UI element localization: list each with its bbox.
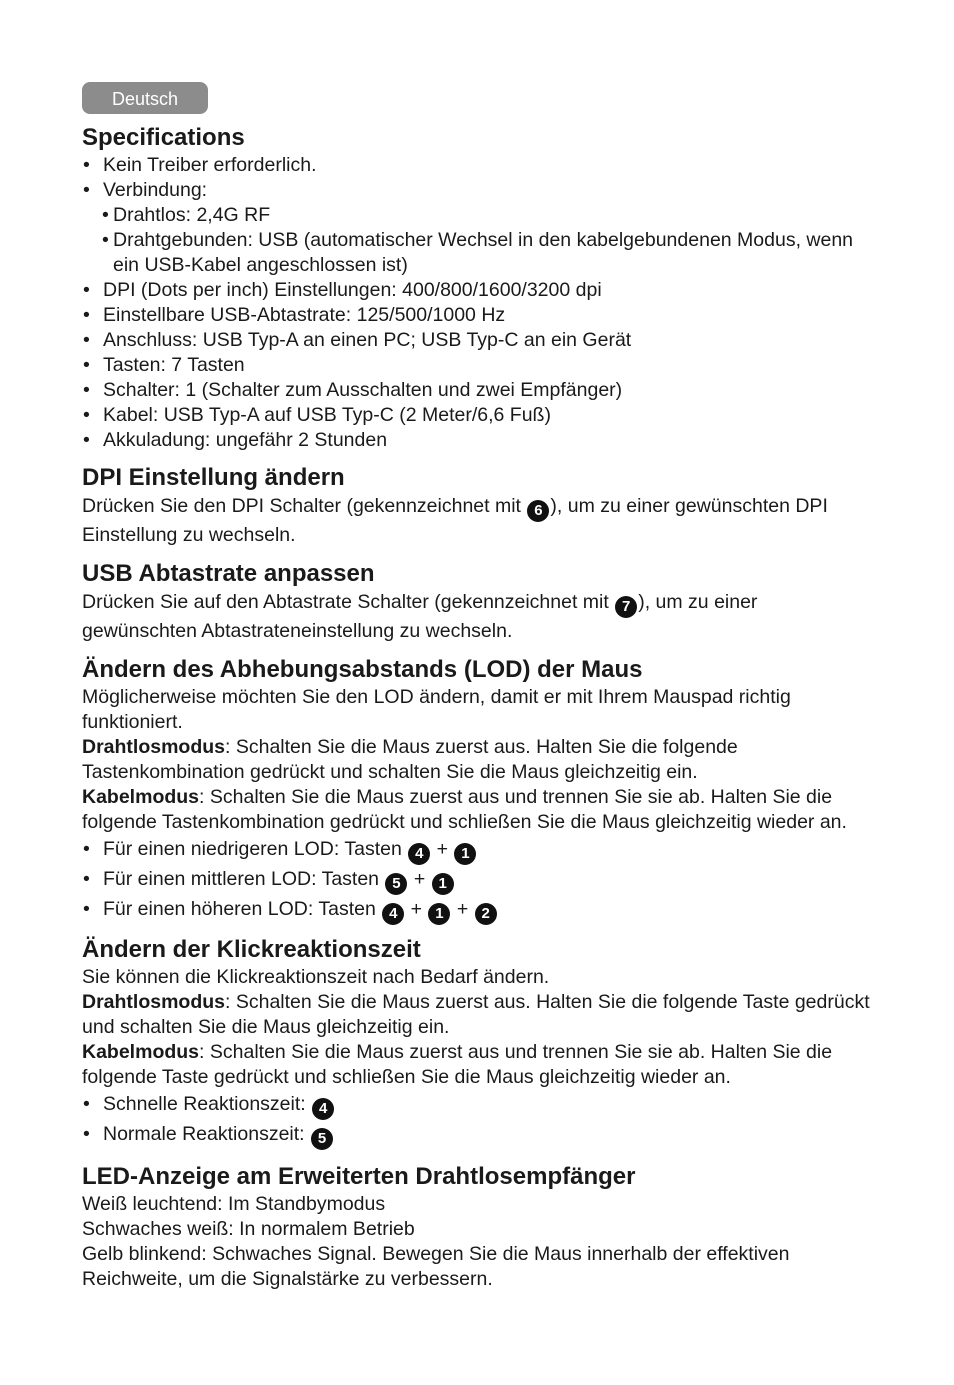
button-4-marker-icon: 4 (312, 1098, 334, 1120)
dpi-text: Drücken Sie den DPI Schalter (gekennzeichnet mit 6 ), um zu einer gewünschten DPI Einstellung zu wechseln. (82, 495, 828, 546)
spec-item: • Kabel: USB Typ-A auf USB Typ-C (2 Meter/6,6 Fuß) (83, 404, 551, 426)
dpi-heading: DPI Einstellung ändern (82, 464, 345, 491)
specifications-heading: Specifications (82, 124, 245, 151)
lod-option: • Für einen mittleren LOD: Tasten 5 + 1 (82, 865, 872, 895)
spec-item: • Akkuladung: ungefähr 2 Stunden (83, 429, 388, 451)
spec-item: • Anschluss: USB Typ-A an einen PC; USB Typ-C an ein Gerät (83, 329, 632, 351)
click-intro: Sie können die Klickreaktionszeit nach Bedarf ändern. (82, 966, 550, 988)
spec-item: • Kein Treiber erforderlich. (83, 154, 317, 176)
click-option: • Normale Reaktionszeit: 5 (82, 1120, 872, 1150)
click-option: • Schnelle Reaktionszeit: 4 (82, 1090, 872, 1120)
button-5-marker-icon: 5 (311, 1128, 333, 1150)
button-7-marker-icon: 7 (615, 596, 637, 618)
lod-options-list (82, 835, 872, 925)
specifications-list (82, 153, 872, 453)
led-line: Gelb blinkend: Schwaches Signal. Bewegen Sie die Maus innerhalb der effektiven Reichweite, um die Signalstärke zu verbessern. (82, 1243, 790, 1290)
spec-item: • DPI (Dots per inch) Einstellungen: 400/800/1600/3200 dpi (83, 279, 602, 301)
button-4-marker-icon: 4 (408, 843, 430, 865)
lod-heading: Ändern des Abhebungsabstands (LOD) der Maus (82, 656, 643, 683)
led-line: Weiß leuchtend: Im Standbymodus (82, 1193, 386, 1215)
button-5-marker-icon: 5 (385, 873, 407, 895)
button-1-marker-icon: 1 (432, 873, 454, 895)
lod-intro: Möglicherweise möchten Sie den LOD ändern, damit er mit Ihrem Mauspad richtig funktioniert. (82, 686, 791, 733)
click-options-list (82, 1090, 872, 1150)
led-line: Schwaches weiß: In normalem Betrieb (82, 1218, 415, 1240)
lod-option: • Für einen höheren LOD: Tasten 4 + 1 + 2 (82, 895, 872, 925)
spec-item: • Tasten: 7 Tasten (83, 354, 245, 376)
lod-option: • Für einen niedrigeren LOD: Tasten 4 + 1 (82, 835, 872, 865)
spec-item: • Einstellbare USB-Abtastrate: 125/500/1000 Hz (83, 304, 506, 326)
spec-item: • Schalter: 1 (Schalter zum Ausschalten und zwei Empfänger) (83, 379, 623, 401)
language-tab: Deutsch (82, 82, 208, 114)
led-heading: LED-Anzeige am Erweiterten Drahtlosempfänger (82, 1163, 636, 1190)
usb-heading: USB Abtastrate anpassen (82, 560, 375, 587)
lod-wireless-text: Drahtlosmodus: Schalten Sie die Maus zuerst aus. Halten Sie die folgende Tastenkombination gedrückt und schalten Sie die Maus gleichzeitig ein. (82, 736, 738, 783)
click-wireless-text: Drahtlosmodus: Schalten Sie die Maus zuerst aus. Halten Sie die folgende Taste gedrückt und schalten Sie die Maus gleichzeitig ein. (82, 991, 870, 1038)
spec-item: • Verbindung: (83, 179, 208, 201)
button-6-marker-icon: 6 (527, 500, 549, 522)
button-1-marker-icon: 1 (428, 903, 450, 925)
spec-sub-item: • Drahtgebunden: USB (automatischer Wechsel in den kabelgebundenen Modus, wenn ein USB-Kabel angeschlossen ist) (102, 229, 854, 276)
spec-sub-item: • Drahtlos: 2,4G RF (102, 204, 271, 226)
click-cable-text: Kabelmodus: Schalten Sie die Maus zuerst aus und trennen Sie sie ab. Halten Sie die folgende Taste gedrückt und schließen Sie die Maus gleichzeitig wieder an. (82, 1041, 833, 1088)
button-4-marker-icon: 4 (382, 903, 404, 925)
lod-cable-text: Kabelmodus: Schalten Sie die Maus zuerst aus und trennen Sie sie ab. Halten Sie die folgende Tastenkombination gedrückt und schließen Sie die Maus gleichzeitig wieder an. (82, 786, 847, 833)
button-2-marker-icon: 2 (475, 903, 497, 925)
button-1-marker-icon: 1 (454, 843, 476, 865)
manual-page (82, 82, 872, 1292)
usb-text: Drücken Sie auf den Abtastrate Schalter (gekennzeichnet mit 7 ), um zu einer gewünschten Abtastrateneinstellung zu wechseln. (82, 591, 758, 642)
click-heading: Ändern der Klickreaktionszeit (82, 936, 421, 963)
